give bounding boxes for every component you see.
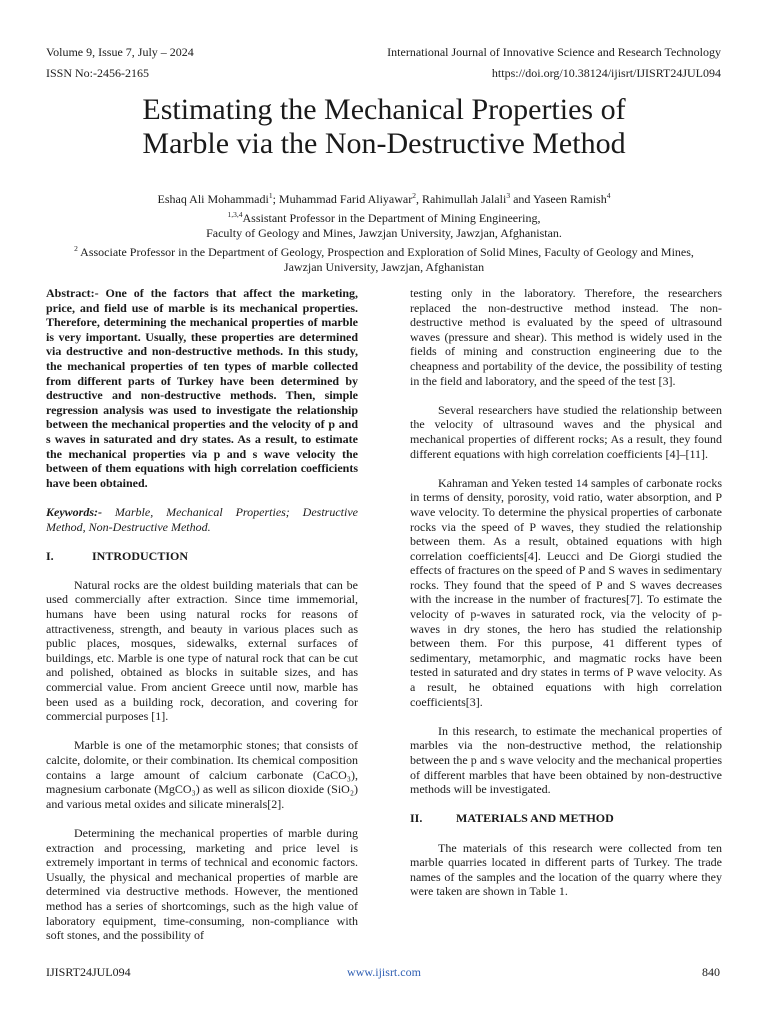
left-column: [46, 286, 358, 943]
footer-url-link[interactable]: www.ijisrt.com: [347, 965, 421, 979]
intro-paragraph-6: In this research, to estimate the mechanical properties of marbles via the non-destructive method, the relationship between the p and s wave velocity and the mechanical properties of different marbles that have been obtained by non-destructive methods will be investigated.: [410, 723, 722, 797]
affiliation-1: $^{1,3,4}$Assistant Professor in the Department of Mining Engineering,: [227, 210, 541, 225]
keywords: Keywords:- Marble, Mechanical Properties; Destructive Method, Non-Destructive Method.: [46, 504, 358, 534]
affiliation-2-cont: Jawzjan University, Jawzjan, Afghanistan: [283, 260, 485, 274]
abstract: Abstract:- One of the factors that affect the marketing, price, and field use of marble is its mechanical properties. Therefore, determining the mechanical properties of marble is very important. Usually, these properties are determined via destructive and non-destructive methods. In this study, the mechanical properties of ten types of marble collected from different parts of Turkey have been determined by destructive and non-destructive methods. Then, simple regression analysis was used to investigate the relationship between the mechanical properties and the velocity of p and s waves in saturated and dry states. As a result, to estimate the mechanical properties via p and s wave velocity the between of them equations with high correlation coefficients have been obtained.: [46, 286, 358, 490]
section-heading-materials: II. MATERIALS AND METHOD: [410, 811, 614, 826]
intro-paragraph-3: Determining the mechanical properties of marble during extraction and processing, marketing and price level is extremely important in terms of technical and economic factors. Usually, the physical and mechanical properties of marble are determined via destructive methods. However, the mentioned method has a series of shortcomings, such as the high value of laboratory equipment, time-consuming, non-compliance with soft stones, and the possibility of: [46, 825, 358, 943]
affiliation-2: $^2$ Associate Professor in the Department of Geology, Prospection and Exploration of Solid Mines, Faculty of Geology and Mines,: [74, 244, 694, 259]
author-block: [30, 188, 738, 275]
intro-paragraph-4: Several researchers have studied the relationship between the velocity of ultrasound waves and the physical and mechanical properties of different rocks; As a result, they found different equations with high correlation coefficients [4]–[11].: [410, 402, 722, 461]
title-line-2: Marble via the Non-Destructive Method: [142, 127, 626, 160]
doi-link[interactable]: https://doi.org/10.38124/ijisrt/IJISRT24JUL094: [491, 66, 721, 80]
section-heading-introduction: I. INTRODUCTION: [46, 548, 189, 563]
intro-paragraph-3-cont: testing only in the laboratory. Therefore, the researchers replaced the non-destructive method instead. The non-destructive method is evaluated by the speed of ultrasound waves (pressure and shear). This method is widely used in the fields of mining and construction engineering due to the cheapness and portability of the device, the possibility of testing in the field and laboratory, and the speed of the test [3].: [410, 286, 722, 388]
affiliation-1-cont: Faculty of Geology and Mines, Jawzjan University, Jawzjan, Afghanistan.: [206, 226, 562, 240]
intro-paragraph-5: Kahraman and Yeken tested 14 samples of carbonate rocks in terms of density, porosity, void ratio, water absorption, and P wave velocity. To determine the physical properties of carbonate rocks via the speed of P waves, they studied the relationship between them. As a result, obtained equations with high correlation coefficients[4]. Leucci and De Giorgi studied the effects of fractures on the speed of P and S waves in sedimentary rocks. They found that the speed of P and S waves decreases with the increase in the number of fractures[7]. To estimate the velocity of p-waves in saturated rock, via the velocity of p-waves in dry stones, the hero has studied the relationship between them. For this purpose, 41 different types of sedimentary, metamorphic, and magmatic rocks have been tested in saturated and dry states in terms of P wave velocity. As a result, he obtained equations with high correlation coefficients[3].: [410, 475, 722, 709]
author-list: Eshaq Ali Mohammadi$^1$; Muhammad Farid Aliyawar$^2$, Rahimullah Jalali$^3$ and Yaseen Ramish$^4$: [157, 191, 611, 206]
right-column: [410, 286, 722, 899]
paper-title: [40, 93, 728, 161]
intro-paragraph-1: Natural rocks are the oldest building materials that can be used commercially after extraction. Since time immemorial, humans have been using natural rocks for reasons of attractiveness, strength, and beauty in various places such as public places, mosques, sidewalks, external surfaces of buildings, etc. Marble is one type of natural rock that can be cut and polished, obtained as blocks in suitable sizes, and has commercial value. From ancient Greece until now, marble has been used as a building rock, decoration, and covering for commercial purposes [1].: [46, 577, 358, 724]
materials-paragraph-1: The materials of this research were collected from ten marble quarries located in different parts of Turkey. The trade names of the samples and the location of the quarry where they were taken are shown in Table 1.: [410, 840, 722, 899]
volume-info: Volume 9, Issue 7, July – 2024: [46, 45, 194, 59]
issn: ISSN No:-2456-2165: [46, 66, 150, 80]
page-number: 840: [702, 965, 720, 979]
intro-paragraph-2: Marble is one of the metamorphic stones; that consists of calcite, dolomite, or their combination. Its chemical composition contains a large amount of calcium carbonate (CaCO₃), magnesium carbonate (MgCO₃) as well as silicon dioxide (SiO₂) and various metal oxides and silicate minerals[2].: [46, 738, 358, 811]
footer-code: IJISRT24JUL094: [46, 965, 131, 979]
title-line-1: Estimating the Mechanical Properties of: [142, 93, 626, 126]
journal-name: International Journal of Innovative Science and Research Technology: [387, 45, 721, 59]
